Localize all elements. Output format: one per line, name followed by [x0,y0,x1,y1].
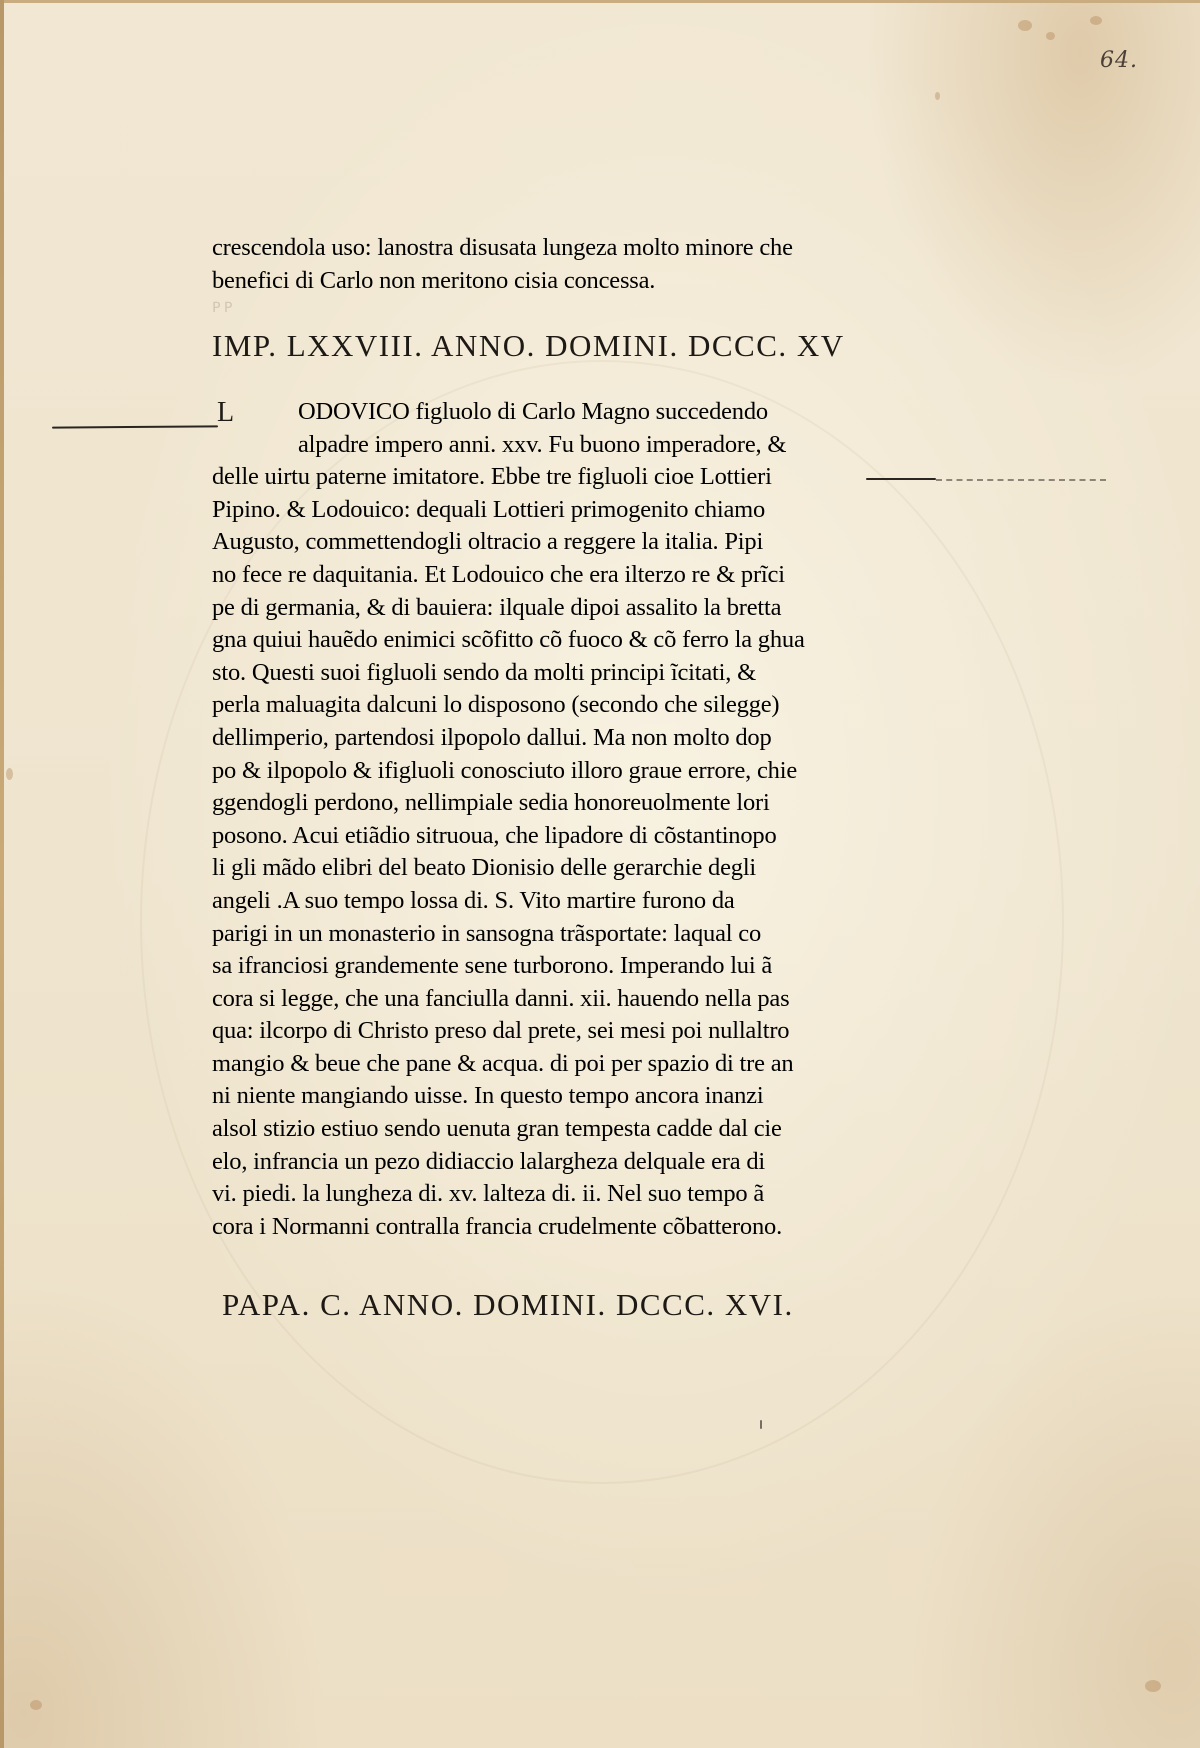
paragraph-line: sto. Questi suoi figluoli sendo da molti principi ĩcitati, & [212,658,756,686]
paragraph-line: posono. Acui etiãdio sitruoua, che lipadore di cõstantinopo [212,821,777,849]
folio-number: 64. [1100,48,1138,73]
initial-letter: L [217,397,235,428]
paragraph-line: cora si legge, che una fanciulla danni. xii. hauendo nella pas [212,984,790,1012]
foxing-spot [1046,32,1055,40]
paragraph-line: ggendogli perdono, nellimpiale sedia honoreuolmente lori [212,789,770,817]
paragraph-line: alpadre impero anni. xxv. Fu buono imperadore, & [298,430,787,458]
paragraph-line: angeli .A suo tempo lossa di. S. Vito martire furono da [212,886,735,914]
margin-pen-stroke [52,425,218,428]
paragraph-line: ni niente mangiando uisse. In questo tempo ancora inanzi [212,1082,764,1110]
paragraph-line: alsol stizio estiuo sendo uenuta gran tempesta cadde dal cie [212,1115,782,1143]
foxing-spot [1018,20,1032,31]
foxing-spot [30,1700,42,1710]
main-paragraph [212,396,932,1243]
paragraph-line: dellimperio, partendosi ilpopolo dallui. Ma non molto dop [212,723,772,751]
paragraph-line: sa ifranciosi grandemente sene turborono. Imperando lui ã [212,952,773,980]
bleed-through-text: ꟼ ꟼ [212,301,233,316]
paragraph-line: vi. piedi. la lungheza di. xv. lalteza di. ii. Nel suo tempo ã [212,1180,765,1208]
paragraph-line: perla maluagita dalcuni lo disposono (secondo che silegge) [212,691,780,719]
paragraph-line: no fece re daquitania. Et Lodouico che era ilterzo re & prĩci [212,560,785,588]
foxing-spot [1145,1680,1161,1692]
paragraph-line: delle uirtu paterne imitatore. Ebbe tre figluoli cioe Lottieri [212,463,772,491]
paragraph-line: gna quiui hauẽdo enimici scõfitto cõ fuoco & cõ ferro la ghua [212,626,805,654]
intro-line: crescendola uso: lanostra disusata lungeza molto minore che [212,234,793,261]
paragraph-line: Augusto, commettendogli oltracio a reggere la italia. Pipi [212,528,764,556]
paragraph-line: elo, infrancia un pezo didiaccio lalargheza delquale era di [212,1147,766,1175]
page-top-edge [0,0,1200,3]
paragraph-line: li gli mãdo elibri del beato Dionisio delle gerarchie degli [212,854,757,882]
paragraph-line: cora i Normanni contralla francia crudelmente cõbatterono. [212,1212,782,1240]
paragraph-line: ODOVICO figluolo di Carlo Magno succedendo [298,398,768,425]
paragraph-line: mangio & beue che pane & acqua. di poi per spazio di tre an [212,1049,794,1077]
margin-dash-stroke [936,479,1106,481]
paragraph-line: po & ilpopolo & ifigluoli conosciuto illoro graue errore, chie [212,756,797,784]
paragraph-line: qua: ilcorpo di Christo preso dal prete, sei mesi poi nullaltro [212,1017,790,1045]
foxing-spot [6,768,13,780]
intro-line: benefici di Carlo non meritono cisia concessa. [212,266,656,294]
paragraph-line: Pipino. & Lodouico: dequali Lottieri primogenito chiamo [212,495,766,523]
foxing-spot [1090,16,1102,25]
ink-speck [760,1420,762,1429]
foxing-spot [935,92,940,100]
heading-imp: IMP. LXXVIII. ANNO. DOMINI. DCCC. XV [212,328,845,363]
page-left-edge [0,0,4,1748]
intro-text [212,232,793,297]
heading-papa: PAPA. C. ANNO. DOMINI. DCCC. XVI. [222,1287,794,1322]
paragraph-line: pe di germania, & di bauiera: ilquale dipoi assalito la bretta [212,593,782,621]
paragraph-line: parigi in un monasterio in sansogna trãsportate: laqual co [212,919,762,947]
